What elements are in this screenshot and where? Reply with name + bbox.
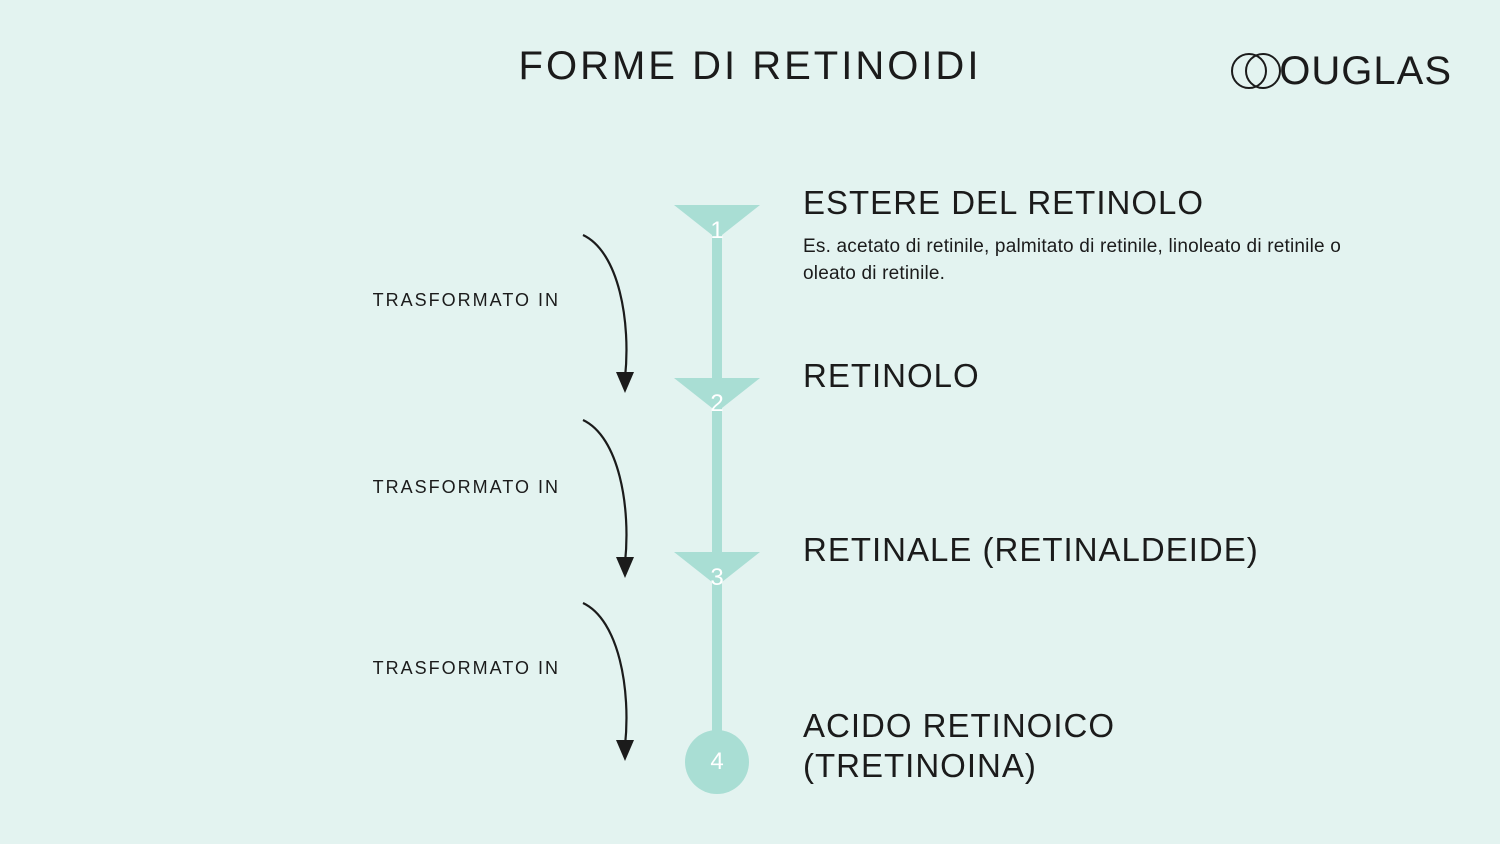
step-number-3: 3 <box>710 564 724 591</box>
step-text-2 <box>803 356 1443 396</box>
transition-arrow-3 <box>575 598 645 778</box>
step-marker-2 <box>674 378 760 444</box>
transition-label-1: TRASFORMATO IN <box>372 290 560 310</box>
transition-label-2: TRASFORMATO IN <box>372 477 560 497</box>
step-number-4: 4 <box>710 748 724 775</box>
brand-name: OUGLAS <box>1279 48 1452 93</box>
step-label-2: RETINOLO <box>803 357 980 394</box>
transition-arrow-1 <box>575 230 645 410</box>
step-label-4-line1: ACIDO RETINOICO <box>803 707 1116 744</box>
step-label-1: ESTERE DEL RETINOLO <box>803 184 1205 221</box>
step-number-1: 1 <box>710 217 724 244</box>
step-label-3: RETINALE (RETINALDEIDE) <box>803 531 1259 568</box>
step-marker-3 <box>674 552 760 618</box>
flow-spine <box>712 205 722 765</box>
step-text-3 <box>803 530 1443 570</box>
page-title: FORME DI RETINOIDI <box>518 44 982 88</box>
step-number-2: 2 <box>710 390 724 417</box>
step-sub-1: Es. acetato di retinile, palmitato di retinile, linoleato di retinile o oleato di retinile. <box>803 235 1342 285</box>
step-text-4 <box>803 706 1443 785</box>
brand-logo <box>1231 48 1452 94</box>
transition-arrow-2 <box>575 415 645 595</box>
step-text-1 <box>803 183 1443 288</box>
step-label-4-line2: (TRETINOINA) <box>803 746 1037 784</box>
douglas-double-ring-logo-icon <box>1231 49 1281 93</box>
transition-label-3: TRASFORMATO IN <box>372 658 560 678</box>
step-marker-1 <box>674 205 760 271</box>
step-marker-4 <box>685 730 749 794</box>
